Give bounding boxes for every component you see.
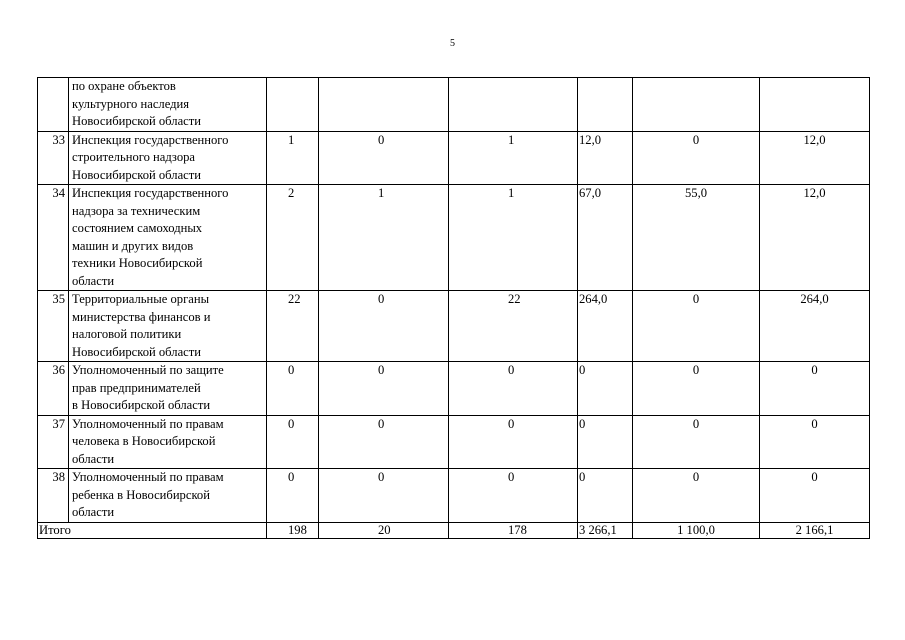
row-cell-1: 0 xyxy=(267,469,319,523)
row-cell-5: 0 xyxy=(633,291,760,362)
row-cell-4 xyxy=(578,78,633,132)
report-table xyxy=(37,77,870,539)
row-name: Уполномоченный по правам человека в Новосибирской области xyxy=(69,415,267,469)
row-cell-1: 2 xyxy=(267,185,319,291)
row-name: по охране объектов культурного наследия Новосибирской области xyxy=(69,78,267,132)
row-cell-3: 22 xyxy=(449,291,578,362)
row-cell-2: 0 xyxy=(319,469,449,523)
row-cell-2: 0 xyxy=(319,362,449,416)
table-body xyxy=(38,78,870,539)
row-cell-5 xyxy=(633,78,760,132)
row-cell-4: 67,0 xyxy=(578,185,633,291)
row-cell-5: 0 xyxy=(633,415,760,469)
table-row xyxy=(38,469,870,523)
row-name: Инспекция государственного надзора за техническим состоянием самоходных машин и других видов техники Новосибирской области xyxy=(69,185,267,291)
row-cell-6: 0 xyxy=(760,415,870,469)
table-row xyxy=(38,415,870,469)
row-cell-5: 55,0 xyxy=(633,185,760,291)
row-cell-6: 264,0 xyxy=(760,291,870,362)
row-cell-4: 264,0 xyxy=(578,291,633,362)
total-row xyxy=(38,522,870,538)
total-cell-4: 3 266,1 xyxy=(578,522,633,538)
row-number xyxy=(38,78,69,132)
table-row xyxy=(38,78,870,132)
total-cell-3: 178 xyxy=(449,522,578,538)
row-cell-2: 0 xyxy=(319,291,449,362)
row-cell-5: 0 xyxy=(633,362,760,416)
total-cell-1: 198 xyxy=(267,522,319,538)
row-cell-6: 0 xyxy=(760,362,870,416)
row-cell-6: 12,0 xyxy=(760,185,870,291)
row-number: 35 xyxy=(38,291,69,362)
row-cell-3: 1 xyxy=(449,131,578,185)
total-label: Итого xyxy=(38,522,267,538)
row-cell-1: 1 xyxy=(267,131,319,185)
row-cell-4: 12,0 xyxy=(578,131,633,185)
row-cell-6: 12,0 xyxy=(760,131,870,185)
row-cell-1: 0 xyxy=(267,415,319,469)
row-cell-1: 22 xyxy=(267,291,319,362)
row-number: 33 xyxy=(38,131,69,185)
row-cell-5: 0 xyxy=(633,469,760,523)
row-cell-3 xyxy=(449,78,578,132)
row-cell-1 xyxy=(267,78,319,132)
row-cell-3: 0 xyxy=(449,469,578,523)
page-number: 5 xyxy=(450,38,455,49)
table-row xyxy=(38,185,870,291)
row-name: Инспекция государственного строительного надзора Новосибирской области xyxy=(69,131,267,185)
row-name: Уполномоченный по защите прав предпринимателей в Новосибирской области xyxy=(69,362,267,416)
row-name: Уполномоченный по правам ребенка в Новосибирской области xyxy=(69,469,267,523)
table-row xyxy=(38,131,870,185)
row-cell-2: 0 xyxy=(319,415,449,469)
table-row xyxy=(38,291,870,362)
row-cell-6 xyxy=(760,78,870,132)
row-cell-6: 0 xyxy=(760,469,870,523)
row-cell-1: 0 xyxy=(267,362,319,416)
row-cell-2: 1 xyxy=(319,185,449,291)
row-cell-2: 0 xyxy=(319,131,449,185)
row-number: 38 xyxy=(38,469,69,523)
table-row xyxy=(38,362,870,416)
total-cell-5: 1 100,0 xyxy=(633,522,760,538)
row-cell-5: 0 xyxy=(633,131,760,185)
row-cell-3: 0 xyxy=(449,362,578,416)
row-name: Территориальные органы министерства финансов и налоговой политики Новосибирской области xyxy=(69,291,267,362)
row-cell-4: 0 xyxy=(578,469,633,523)
row-number: 36 xyxy=(38,362,69,416)
row-number: 34 xyxy=(38,185,69,291)
row-cell-2 xyxy=(319,78,449,132)
row-cell-4: 0 xyxy=(578,362,633,416)
row-cell-3: 0 xyxy=(449,415,578,469)
row-cell-4: 0 xyxy=(578,415,633,469)
total-cell-2: 20 xyxy=(319,522,449,538)
row-number: 37 xyxy=(38,415,69,469)
total-cell-6: 2 166,1 xyxy=(760,522,870,538)
row-cell-3: 1 xyxy=(449,185,578,291)
